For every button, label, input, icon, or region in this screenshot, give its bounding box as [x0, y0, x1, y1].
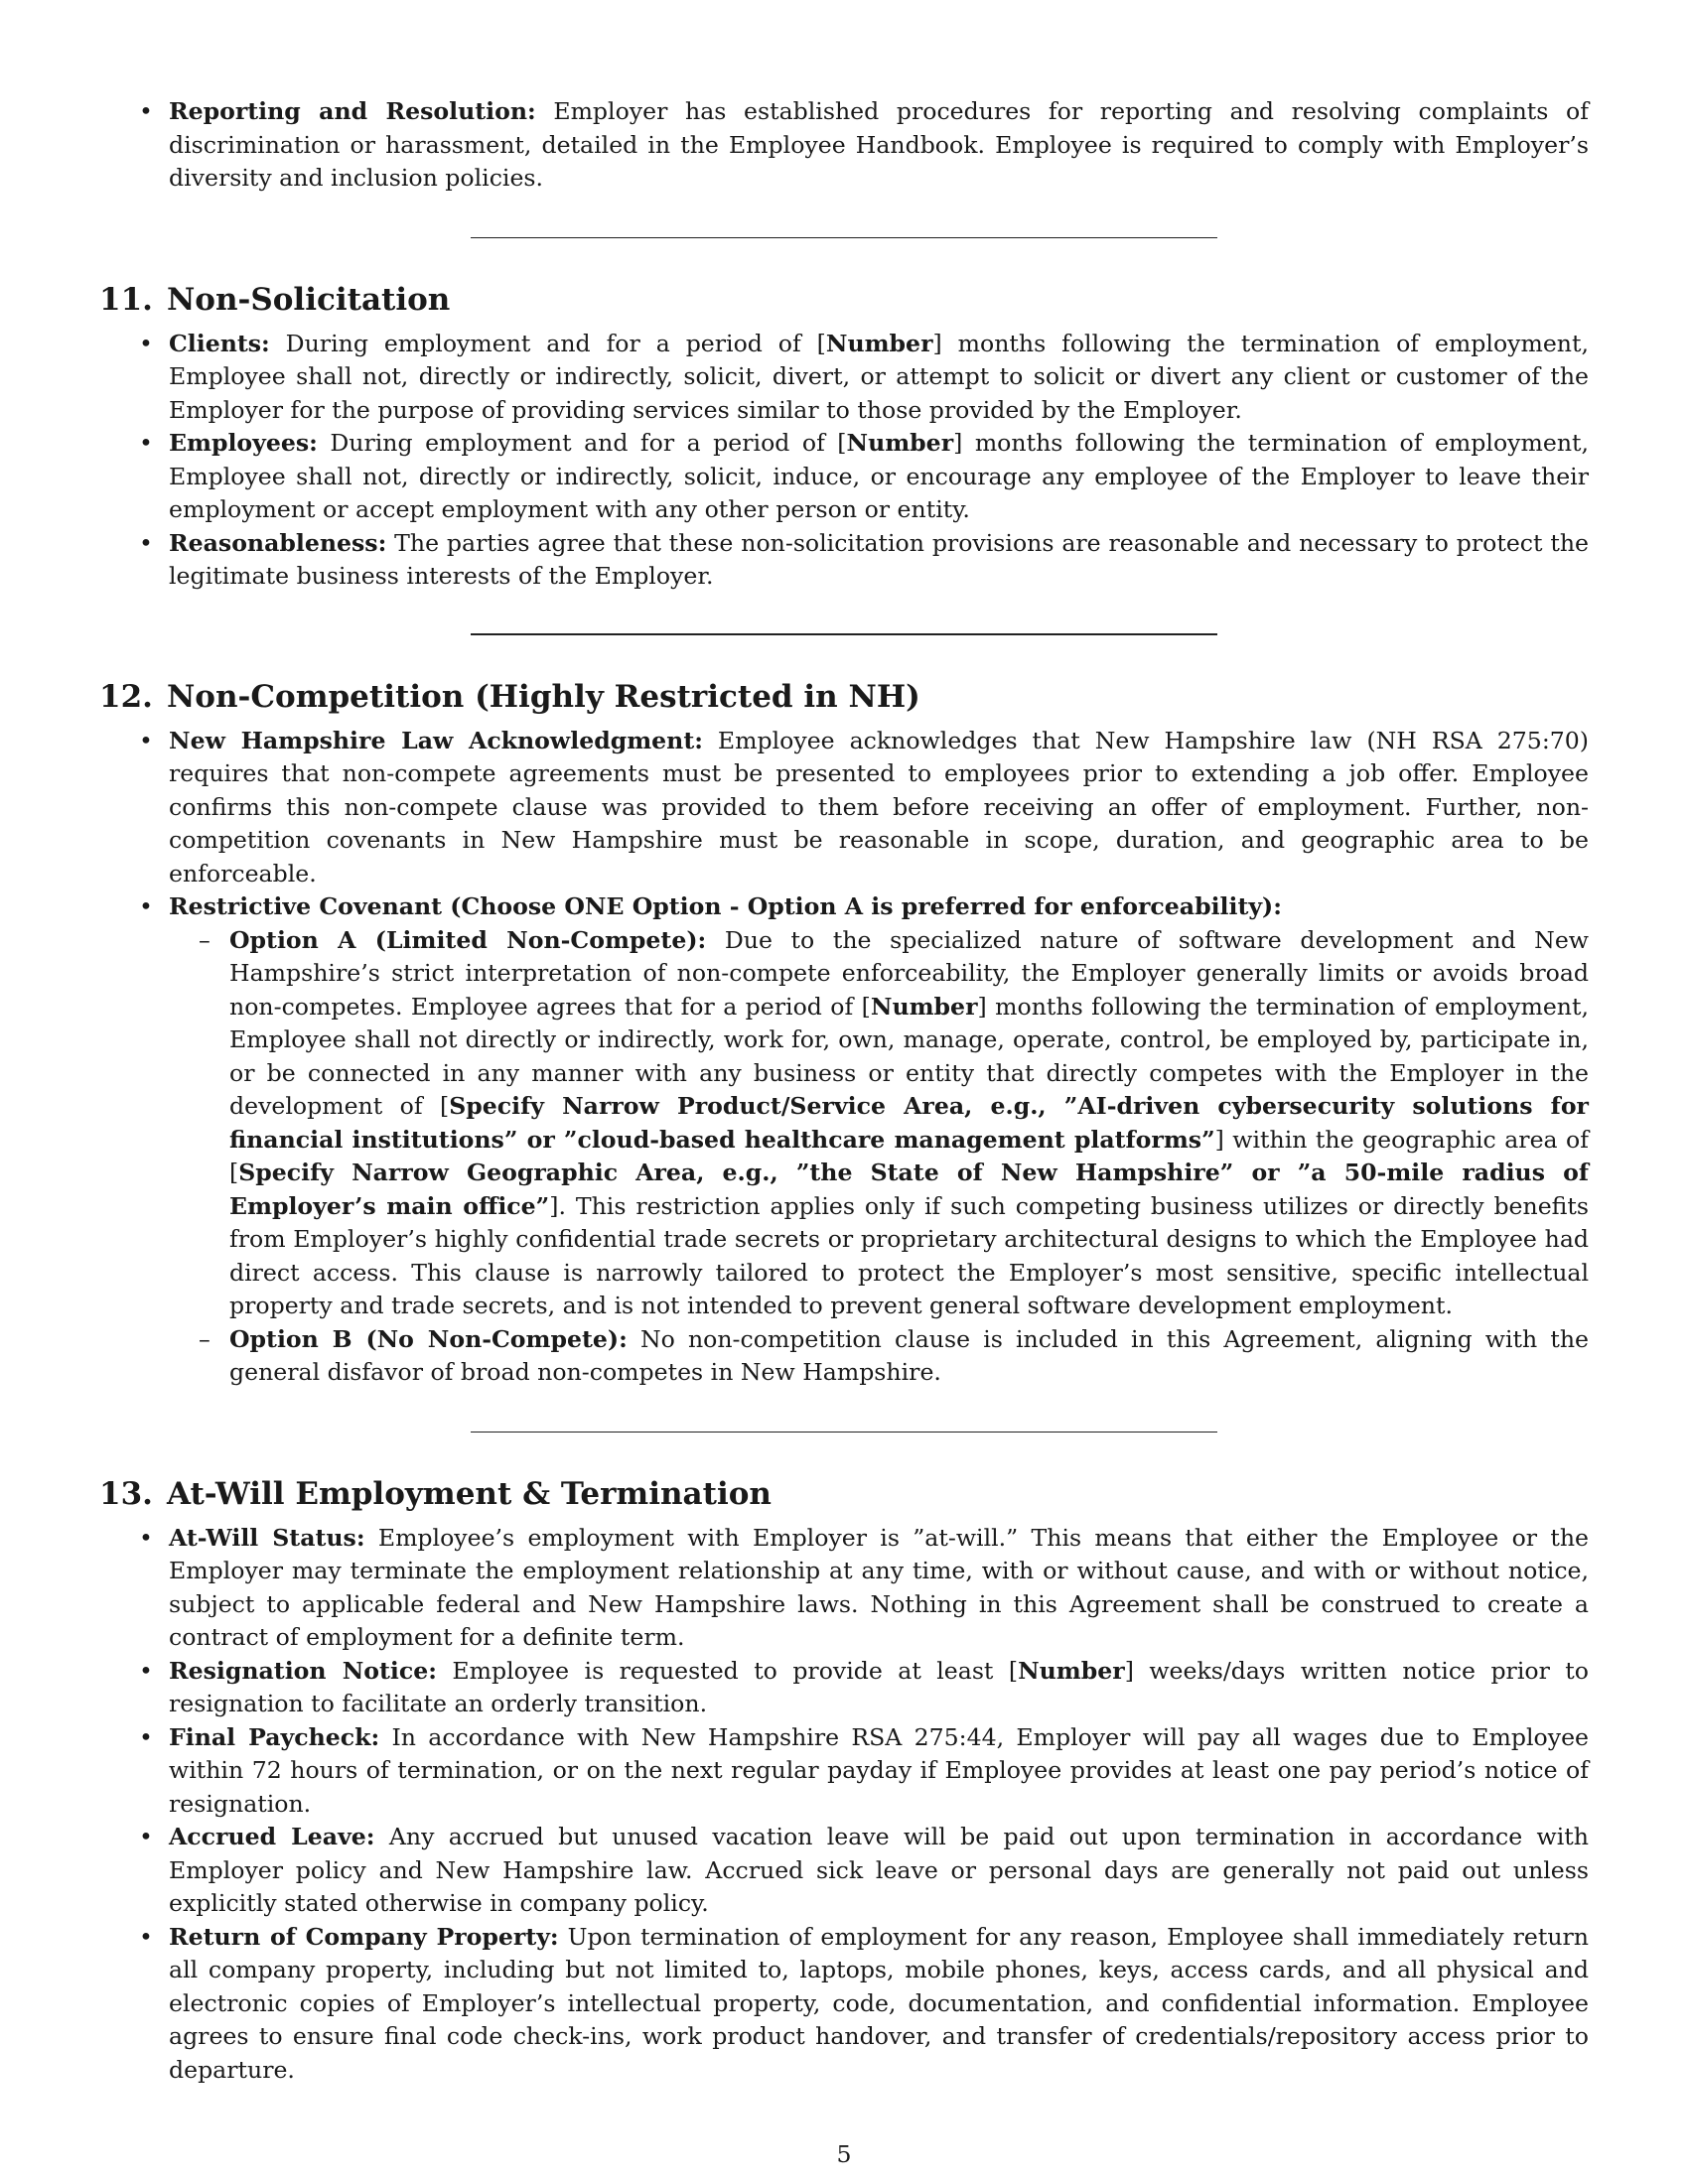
item-text: Employee’s employment with Employer is ”at-will.” This means that either the Employee or the Employer may terminate the employment relationship at any time, with or without cause, and with or without notice, subject to applicable federal and New Hampshire laws. Nothing in this Agreement shall be construed to create a contract of employment for a definite term. — [169, 1523, 1589, 1651]
placeholder-number: Number — [1018, 1656, 1125, 1685]
item-text: Employer has established procedures for reporting and resolving complaints of discrimination or harassment, detailed in the Employee Handbook. Employee is required to comply with Employer’s diversity and inclusion policies. — [169, 97, 1589, 192]
option-text: ] within the geographic area of [ — [229, 1125, 1589, 1186]
option-list — [169, 924, 1589, 1390]
item-text: Upon termination of employment for any reason, Employee shall immediately return all company property, including but not limited to, laptops, mobile phones, keys, access cards, and all physical and electronic copies of Employer’s intellectual property, code, documentation, and confidential information. Employee agrees to ensure final code check-ins, work product handover, and transfer of credentials/repository access prior to departure. — [169, 1922, 1589, 2084]
item-label: Accrued Leave: — [169, 1823, 375, 1850]
list-item-resignation-notice — [99, 1655, 1589, 1721]
section-13-list — [99, 1522, 1589, 2088]
item-text: ] months following the termination of employment, Employee shall not, directly or indirectly, solicit, induce, or encourage any employee of the Employer to leave their employment or accept employment with any other person or entity. — [169, 429, 1589, 523]
item-label: Restrictive Covenant (Choose ONE Option - Option A is preferred for enforceability): — [169, 892, 1282, 920]
item-label: Clients: — [169, 329, 270, 357]
placeholder-number: Number — [846, 429, 954, 457]
section-number: 11. — [99, 281, 153, 318]
section-title: Non-Competition (Highly Restricted in NH) — [166, 678, 920, 715]
list-item-reporting-resolution — [99, 95, 1589, 196]
list-item-employees — [99, 427, 1589, 527]
section-number: 13. — [99, 1475, 153, 1512]
placeholder-number: Number — [825, 329, 933, 357]
document-content — [99, 95, 1589, 2087]
item-text: Employee is requested to provide at least [ — [436, 1656, 1019, 1685]
section-11-list — [99, 328, 1589, 594]
page-number: 5 — [836, 2140, 852, 2168]
option-label: Option A (Limited Non-Compete): — [229, 925, 707, 954]
item-text: The parties agree that these non-solicitation provisions are reasonable and necessary to protect the legitimate business interests of the Employer. — [169, 528, 1589, 590]
list-item-accrued-leave — [99, 1821, 1589, 1921]
section-title: Non-Solicitation — [166, 281, 451, 318]
option-text: ]. This restriction applies only if such competing business utilizes or directly benefits from Employer’s highly confidential trade secrets or proprietary architectural designs to which the Employee had direct access. This clause is narrowly tailored to protect the Employer’s most sensitive, specific intellectual property and trade secrets, and is not intended to prevent general software development employment. — [229, 1191, 1589, 1319]
section-title: At-Will Employment & Termination — [166, 1475, 772, 1512]
section-heading-13 — [99, 1474, 1589, 1514]
item-label: Resignation Notice: — [169, 1656, 437, 1685]
option-text: ] months following the termination of employment, Employee shall not directly or indirectly, work for, own, manage, operate, control, be employed by, participate in, or be connected in any manner with any business or entity that directly competes with the Employer in the development of [ — [229, 992, 1589, 1120]
item-label: Reporting and Resolution: — [169, 97, 536, 125]
list-item-final-paycheck — [99, 1721, 1589, 1822]
item-label: New Hampshire Law Acknowledgment: — [169, 726, 703, 754]
item-label: At-Will Status: — [169, 1523, 365, 1552]
placeholder-number: Number — [870, 992, 978, 1021]
option-text: No non-competition clause is included in this Agreement, aligning with the general disfavor of broad non-competes in New Hampshire. — [229, 1324, 1590, 1386]
list-item-clients — [99, 328, 1589, 428]
item-text: Employee acknowledges that New Hampshire law (NH RSA 275:70) requires that non-compete agreements must be presented to employees prior to extending a job offer. Employee confirms this non-compete clause was provided to them before receiving an offer of employment. Further, non-competition covenants in New Hampshire must be reasonable in scope, duration, and geographic area to be enforceable. — [169, 726, 1589, 887]
list-item-at-will-status — [99, 1522, 1589, 1655]
section-divider — [471, 633, 1217, 635]
section-10-list — [99, 95, 1589, 196]
item-label: Employees: — [169, 429, 318, 457]
option-a — [169, 924, 1589, 1323]
item-label: Return of Company Property: — [169, 1922, 559, 1951]
placeholder-product-area: Specify Narrow Product/Service Area, e.g., ”AI-driven cybersecurity solutions for financial institutions” or ”cloud-based healthcare management platforms” — [229, 1092, 1589, 1154]
item-text: Any accrued but unused vacation leave will be paid out upon termination in accordance with Employer policy and New Hampshire law. Accrued sick leave or personal days are generally not paid out unless explicitly stated otherwise in company policy. — [169, 1823, 1589, 1917]
option-b — [169, 1323, 1589, 1390]
section-heading-12 — [99, 677, 1589, 717]
list-item-nh-law — [99, 725, 1589, 891]
document-page — [99, 95, 1589, 2087]
item-label: Final Paycheck: — [169, 1722, 380, 1751]
section-heading-11 — [99, 280, 1589, 320]
item-text: ] weeks/days written notice prior to resignation to facilitate an orderly transition. — [169, 1656, 1589, 1717]
item-text: In accordance with New Hampshire RSA 275:44, Employer will pay all wages due to Employee within 72 hours of termination, or on the next regular payday if Employee provides at least one pay period’s notice of resignation. — [169, 1722, 1590, 1818]
section-divider — [471, 237, 1217, 238]
item-label: Reasonableness: — [169, 528, 387, 557]
option-label: Option B (No Non-Compete): — [229, 1324, 628, 1353]
item-text: ] months following the termination of employment, Employee shall not, directly or indirectly, solicit, divert, or attempt to solicit or divert any client or customer of the Employer for the purpose of providing services similar to those provided by the Employer. — [169, 329, 1589, 424]
list-item-reasonableness — [99, 527, 1589, 594]
item-text: During employment and for a period of [ — [317, 429, 847, 457]
placeholder-geographic-area: Specify Narrow Geographic Area, e.g., ”the State of New Hampshire” or ”a 50-mile radius of Employer’s main office” — [229, 1159, 1589, 1220]
item-text: During employment and for a period of [ — [269, 329, 826, 357]
list-item-restrictive-covenant — [99, 890, 1589, 1390]
list-item-return-property — [99, 1921, 1589, 2088]
section-number: 12. — [99, 678, 153, 715]
section-12-list — [99, 725, 1589, 1390]
option-text: Due to the specialized nature of software development and New Hampshire’s strict interpretation of non-compete enforceability, the Employer generally limits or avoids broad non-competes. Employee agrees that for a period of [ — [229, 925, 1589, 1021]
section-divider — [471, 1432, 1217, 1433]
